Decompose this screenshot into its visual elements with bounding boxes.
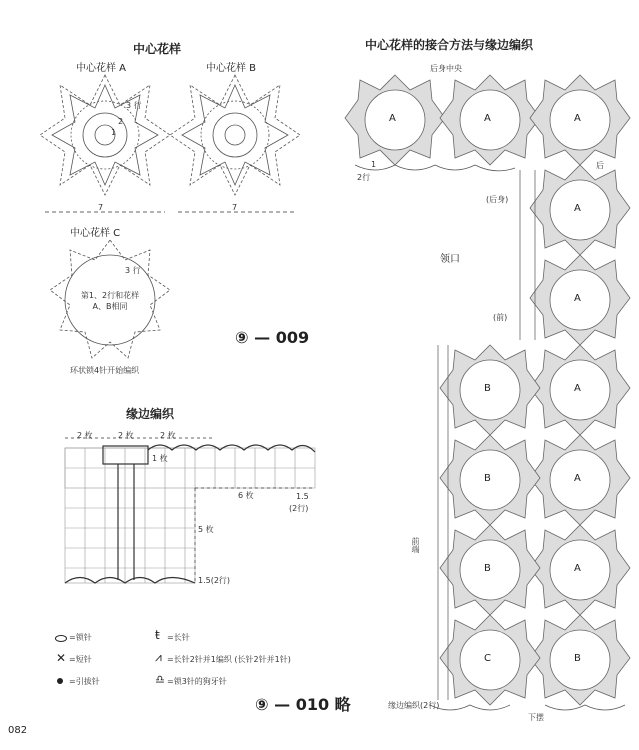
front-label: (前) (493, 313, 508, 322)
center-motifs-title: 中心花样 (133, 42, 182, 56)
slip-stitch-symbol-icon (57, 678, 63, 684)
assembly-motif-fc-4: C (484, 653, 491, 664)
legend-text-slip: =引拔针 (69, 677, 100, 686)
motif-a-width-label: 7 (98, 203, 104, 212)
assembly-motif-fc-2: B (484, 473, 491, 484)
edging-five-label: 5 枚 (198, 525, 214, 534)
assembly-title: 中心花样的接合方法与缘边编织 (365, 38, 534, 52)
motif-b-chart (170, 75, 300, 195)
motif-b-label: 中心花样 B (206, 63, 257, 74)
edging-top-label-3: 2 枚 (160, 431, 176, 440)
back-right-label: 后 (596, 161, 604, 170)
legend-text-dc: =长针 (167, 633, 190, 642)
legend-text-chain: =锁针 (69, 633, 92, 642)
motif-a-round2-label: 2 (118, 117, 124, 126)
assembly-motif-rc-1: A (574, 203, 581, 214)
assembly-motif-rc-4: A (574, 473, 581, 484)
hem-label: 下摆 (528, 713, 544, 722)
assembly-motif-rc-5: A (574, 563, 581, 574)
edging-top-label-1: 2 枚 (77, 431, 93, 440)
edging-chart (65, 448, 315, 583)
edging-note-label: 缘边编织(2行) (388, 701, 440, 710)
edging-top-label-2: 2 枚 (118, 431, 134, 440)
picot-symbol-icon: ♎ (155, 673, 165, 686)
edging-outline (65, 445, 315, 583)
motif-a-round3-label: 3 行 (126, 101, 142, 110)
pattern-010-label: ⑨ — 010 略 (255, 695, 351, 714)
back-center-label: 后身中央 (430, 64, 462, 73)
page-number: 082 (8, 725, 28, 736)
neckline-label: 领口 (440, 254, 460, 265)
assembly-motif-rc-6: B (574, 653, 581, 664)
front-edge-label: 前端 (411, 537, 420, 553)
legend-text-picot: =锁3针的狗牙针 (167, 677, 227, 686)
back-body-label: (后身) (486, 195, 509, 204)
motif-a-label: 中心花样 A (76, 63, 127, 74)
edging-title: 缘边编织 (126, 407, 175, 421)
assembly-motif-r1-3: A (574, 113, 581, 124)
motif-b-width-label: 7 (232, 203, 238, 212)
motif-a-chart (40, 75, 170, 195)
motif-c-label: 中心花样 C (70, 228, 121, 239)
assembly-motif-r1-1: A (389, 113, 396, 124)
assembly-motif-rc-2: A (574, 293, 581, 304)
edging-one-label: 1 枚 (152, 454, 168, 463)
row1-label: 1 (371, 160, 377, 169)
assembly-motif-rc-3: A (574, 383, 581, 394)
edging-right-rows: 1.5 (296, 492, 309, 501)
motif-c-note: 第1、2行和花样A、B相同 (80, 291, 140, 311)
edging-bottom-rows: 1.5(2行) (198, 576, 231, 585)
assembly-motif-r1-2: A (484, 113, 491, 124)
double-crochet-symbol-icon: ŧ (155, 628, 160, 642)
assembly-motif-fc-3: B (484, 563, 491, 574)
motif-c-round3-label: 3 行 (125, 266, 141, 275)
motif-c-caption: 环状锁4针开始编织 (70, 366, 140, 375)
pattern-009-label: ⑨ — 009 (235, 328, 310, 347)
row2-label: 2行 (357, 173, 371, 182)
single-crochet-symbol-icon: ✕ (56, 651, 67, 665)
assembly-motif-fc-1: B (484, 383, 491, 394)
legend-text-single: =短针 (69, 655, 92, 664)
motif-a-round1-label: 1 (111, 128, 117, 137)
edging-right-rows-sub: (2行) (289, 504, 309, 513)
edging-six-label: 6 枚 (238, 491, 254, 500)
chain-symbol-icon (55, 635, 67, 642)
legend-text-dc2tog: =长针2针并1编织 (长针2针并1针) (167, 655, 291, 664)
dc2tog-symbol-icon: ⩘ (155, 650, 162, 664)
